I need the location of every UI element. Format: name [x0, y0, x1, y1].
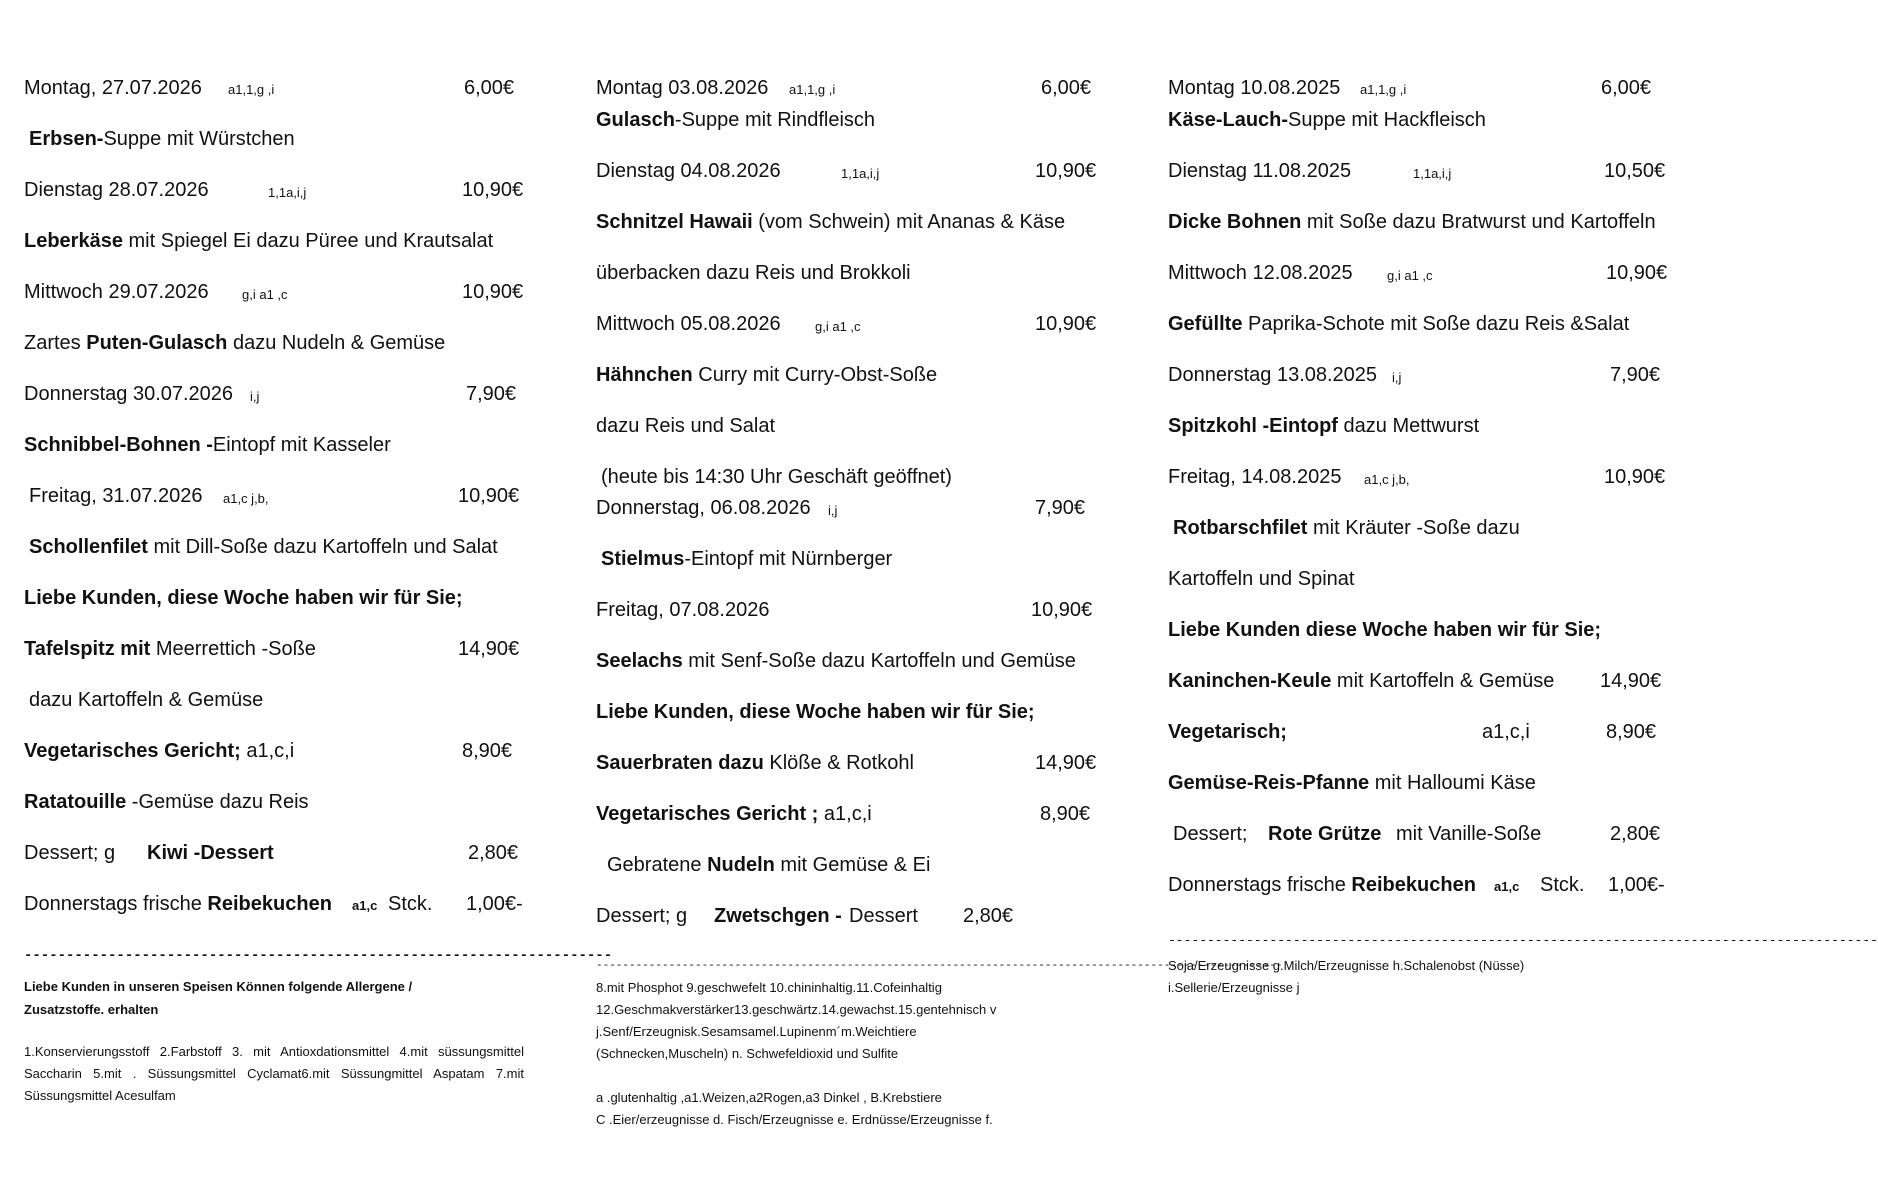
day-line-thursday: Donnerstag 13.08.2025: [1168, 364, 1378, 386]
allergen-line: a .glutenhaltig ,a1.Weizen,a2Rogen,a3 Dinkel , B.Krebstiere: [596, 1090, 942, 1105]
dish-friday: Schollenfilet mit Dill-Soße dazu Kartoffeln und Salat: [29, 536, 498, 558]
day-line-tuesday: Dienstag 04.08.2026: [596, 160, 781, 182]
dish-wednesday: Hähnchen Curry mit Curry-Obst-Soße: [596, 364, 938, 386]
allergen-code: a1,c,i: [1482, 721, 1530, 743]
day-line-wednesday: Mittwoch 05.08.2026: [596, 313, 781, 335]
allergen-line: Soja/Erzeugnisse g.Milch/Erzeugnisse h.Schalenobst (Nüsse): [1168, 958, 1525, 973]
dessert-name: Rote Grütze: [1268, 823, 1382, 845]
vegetarian-label: Vegetarisch;: [1168, 721, 1287, 743]
additives-line: 12.Geschmakverstärker13.geschwärtz.14.gewachst.15.gentehnisch v: [596, 1002, 997, 1017]
weekly-dish: Tafelspitz mit Meerrettich -Soße: [24, 638, 316, 660]
allergen-code: 1,1a,i,j: [268, 185, 307, 200]
vegetarian-line: Vegetarisches Gericht ; a1,c,i: [596, 803, 872, 825]
dish-friday: Rotbarschfilet mit Kräuter -Soße dazu: [1173, 517, 1520, 539]
dessert-label: Dessert; g: [24, 842, 116, 864]
day-label: Montag, 27.07.2026: [24, 77, 202, 99]
day-line-thursday: Donnerstag 30.07.2026: [24, 383, 234, 405]
additives-line: 8.mit Phosphot 9.geschwefelt 10.chininhaltig.11.Cofeinhaltig: [596, 980, 942, 995]
price: 7,90€: [466, 383, 517, 405]
weekly-heading: Liebe Kunden, diese Woche haben wir für Sie;: [24, 587, 463, 609]
day-line-friday: Freitag, 07.08.2026: [596, 599, 770, 621]
price: 6,00€: [1041, 77, 1092, 99]
dish-monday: Erbsen-Suppe mit Würstchen: [29, 128, 295, 150]
price: 1,00€-: [466, 893, 523, 915]
dish-tuesday-2: überbacken dazu Reis und Brokkoli: [596, 262, 911, 284]
additives-text: 1.Konservierungsstoff 2.Farbstoff 3. mit Antioxdationsmittel 4.mit süssungsmittel Saccharin 5.mit . Süssungsmittel Cyclamat6.mit Süssungmittel Aspatam 7.mit Süssungsmittel Acesulfam: [24, 1044, 524, 1103]
dish-thursday: Spitzkohl -Eintopf dazu Mettwurst: [1168, 415, 1480, 437]
day-line-tuesday: Dienstag 11.08.2025: [1168, 160, 1352, 182]
dessert-suffix: Dessert: [849, 905, 918, 927]
weekly-dish: Kaninchen-Keule mit Kartoffeln & Gemüse: [1168, 670, 1555, 692]
allergen-code: a1,c j,b,: [223, 491, 269, 506]
dish-wednesday: Gefüllte Paprika-Schote mit Soße dazu Reis &Salat: [1168, 313, 1630, 335]
allergen-code: a1,c: [1494, 879, 1520, 894]
dish-wednesday-2: dazu Reis und Salat: [596, 415, 776, 437]
day-line-friday: Freitag, 31.07.2026: [29, 485, 203, 507]
price: 2,80€: [1610, 823, 1661, 845]
allergen-code: a1,c: [352, 898, 378, 913]
price: 8,90€: [462, 740, 513, 762]
allergen-code: 1,1a,i,j: [1413, 166, 1452, 181]
dessert-name: Kiwi -Dessert: [147, 842, 274, 864]
divider-line: -------------------------------------------------------------------------------------------: [1168, 933, 1878, 948]
price: 2,80€: [963, 905, 1014, 927]
dish-thursday: Schnibbel-Bohnen -Eintopf mit Kasseler: [24, 434, 391, 456]
price: 10,90€: [462, 179, 524, 201]
reibekuchen-line: Donnerstags frische Reibekuchen: [1168, 874, 1476, 896]
allergen-line: (Schnecken,Muscheln) n. Schwefeldioxid und Sulfite: [596, 1046, 899, 1061]
vegetarian-dish: Gebratene Nudeln mit Gemüse & Ei: [607, 854, 931, 876]
vegetarian-line: Vegetarisches Gericht; a1,c,i: [24, 740, 295, 762]
allergen-code: a1,c j,b,: [1364, 472, 1410, 487]
price: 6,00€: [1601, 77, 1652, 99]
divider-line: --------------------------------------------------------------------------------------------------------: [596, 960, 1283, 972]
price: 7,90€: [1610, 364, 1661, 386]
allergen-code: i,j: [828, 503, 838, 518]
allergen-code: a1,1,g ,i: [789, 82, 836, 97]
allergen-notice-title-2: Zusatzstoffe. erhalten: [24, 1002, 159, 1017]
dish-tuesday: Schnitzel Hawaii (vom Schwein) mit Ananas & Käse: [596, 211, 1066, 233]
allergen-code: a1,1,g ,i: [228, 82, 275, 97]
price: 10,90€: [1604, 466, 1666, 488]
dish-thursday: Stielmus-Eintopf mit Nürnberger: [601, 548, 893, 570]
dish-friday-2: Kartoffeln und Spinat: [1168, 568, 1355, 590]
dessert-suffix: mit Vanille-Soße: [1396, 823, 1542, 845]
dessert-label: Dessert;: [1173, 823, 1248, 845]
price: 2,80€: [468, 842, 519, 864]
dessert-name: Zwetschgen -: [714, 905, 842, 927]
day-line-thursday: Donnerstag, 06.08.2026: [596, 497, 811, 519]
day-line-monday: Montag 10.08.2025: [1168, 77, 1341, 99]
price: 14,90€: [1035, 752, 1097, 774]
vegetarian-dish: Ratatouille -Gemüse dazu Reis: [24, 791, 309, 813]
divider-line: ----------------------------------------------------------------------: [24, 948, 613, 964]
dish-tuesday: Dicke Bohnen mit Soße dazu Bratwurst und Kartoffeln: [1168, 211, 1656, 233]
price: 10,90€: [1031, 599, 1093, 621]
day-line-wednesday: Mittwoch 12.08.2025: [1168, 262, 1353, 284]
unit-label: Stck.: [1540, 874, 1585, 896]
allergen-code: g,i a1 ,c: [815, 319, 861, 334]
dish-wednesday: Zartes Puten-Gulasch dazu Nudeln & Gemüse: [24, 332, 446, 354]
dish-monday: Käse-Lauch-Suppe mit Hackfleisch: [1168, 109, 1486, 131]
weekly-heading: Liebe Kunden diese Woche haben wir für Sie;: [1168, 619, 1602, 641]
price: 6,00€: [464, 77, 515, 99]
allergen-code: i,j: [1392, 370, 1402, 385]
vegetarian-dish: Gemüse-Reis-Pfanne mit Halloumi Käse: [1168, 772, 1536, 794]
allergen-code: g,i a1 ,c: [242, 287, 288, 302]
weekly-heading: Liebe Kunden, diese Woche haben wir für Sie;: [596, 701, 1035, 723]
opening-note: (heute bis 14:30 Uhr Geschäft geöffnet): [601, 466, 952, 488]
allergen-code: g,i a1 ,c: [1387, 268, 1433, 283]
allergen-code: i,j: [250, 389, 260, 404]
allergen-code: 1,1a,i,j: [841, 166, 880, 181]
weekly-dish-side: dazu Kartoffeln & Gemüse: [29, 689, 264, 711]
dish-monday: Gulasch-Suppe mit Rindfleisch: [596, 109, 876, 131]
day-line-tuesday: Dienstag 28.07.2026: [24, 179, 209, 201]
dish-friday: Seelachs mit Senf-Soße dazu Kartoffeln und Gemüse: [596, 650, 1076, 672]
price: 10,50€: [1604, 160, 1666, 182]
day-line-monday: Montag 03.08.2026: [596, 77, 769, 99]
allergen-line: C .Eier/erzeugnisse d. Fisch/Erzeugnisse e. Erdnüsse/Erzeugnisse f.: [596, 1112, 993, 1127]
price: 10,90€: [1606, 262, 1668, 284]
price: 10,90€: [1035, 313, 1097, 335]
allergen-line: i.Sellerie/Erzeugnisse j: [1168, 980, 1300, 995]
price: 10,90€: [462, 281, 524, 303]
price: 14,90€: [1600, 670, 1662, 692]
dessert-label: Dessert; g: [596, 905, 688, 927]
weekly-dish: Sauerbraten dazu Klöße & Rotkohl: [596, 752, 914, 774]
price: 1,00€-: [1608, 874, 1665, 896]
price: 10,90€: [458, 485, 520, 507]
reibekuchen-line: Donnerstags frische Reibekuchen: [24, 893, 332, 915]
day-line-monday: [24, 76, 202, 100]
price: 8,90€: [1040, 803, 1091, 825]
unit-label: Stck.: [388, 893, 433, 915]
day-line-wednesday: Mittwoch 29.07.2026: [24, 281, 209, 303]
allergen-code: a1,1,g ,i: [1360, 82, 1407, 97]
allergen-notice-title: Liebe Kunden in unseren Speisen Können folgende Allergene /: [24, 979, 413, 994]
day-line-friday: Freitag, 14.08.2025: [1168, 466, 1342, 488]
price: 7,90€: [1035, 497, 1086, 519]
price: 8,90€: [1606, 721, 1657, 743]
price: 10,90€: [1035, 160, 1097, 182]
price: 14,90€: [458, 638, 520, 660]
allergen-line: j.Senf/Erzeugnisk.Sesamsamel.Lupinenm´m.Weichtiere: [596, 1024, 917, 1039]
dish-tuesday: Leberkäse mit Spiegel Ei dazu Püree und Krautsalat: [24, 230, 494, 252]
